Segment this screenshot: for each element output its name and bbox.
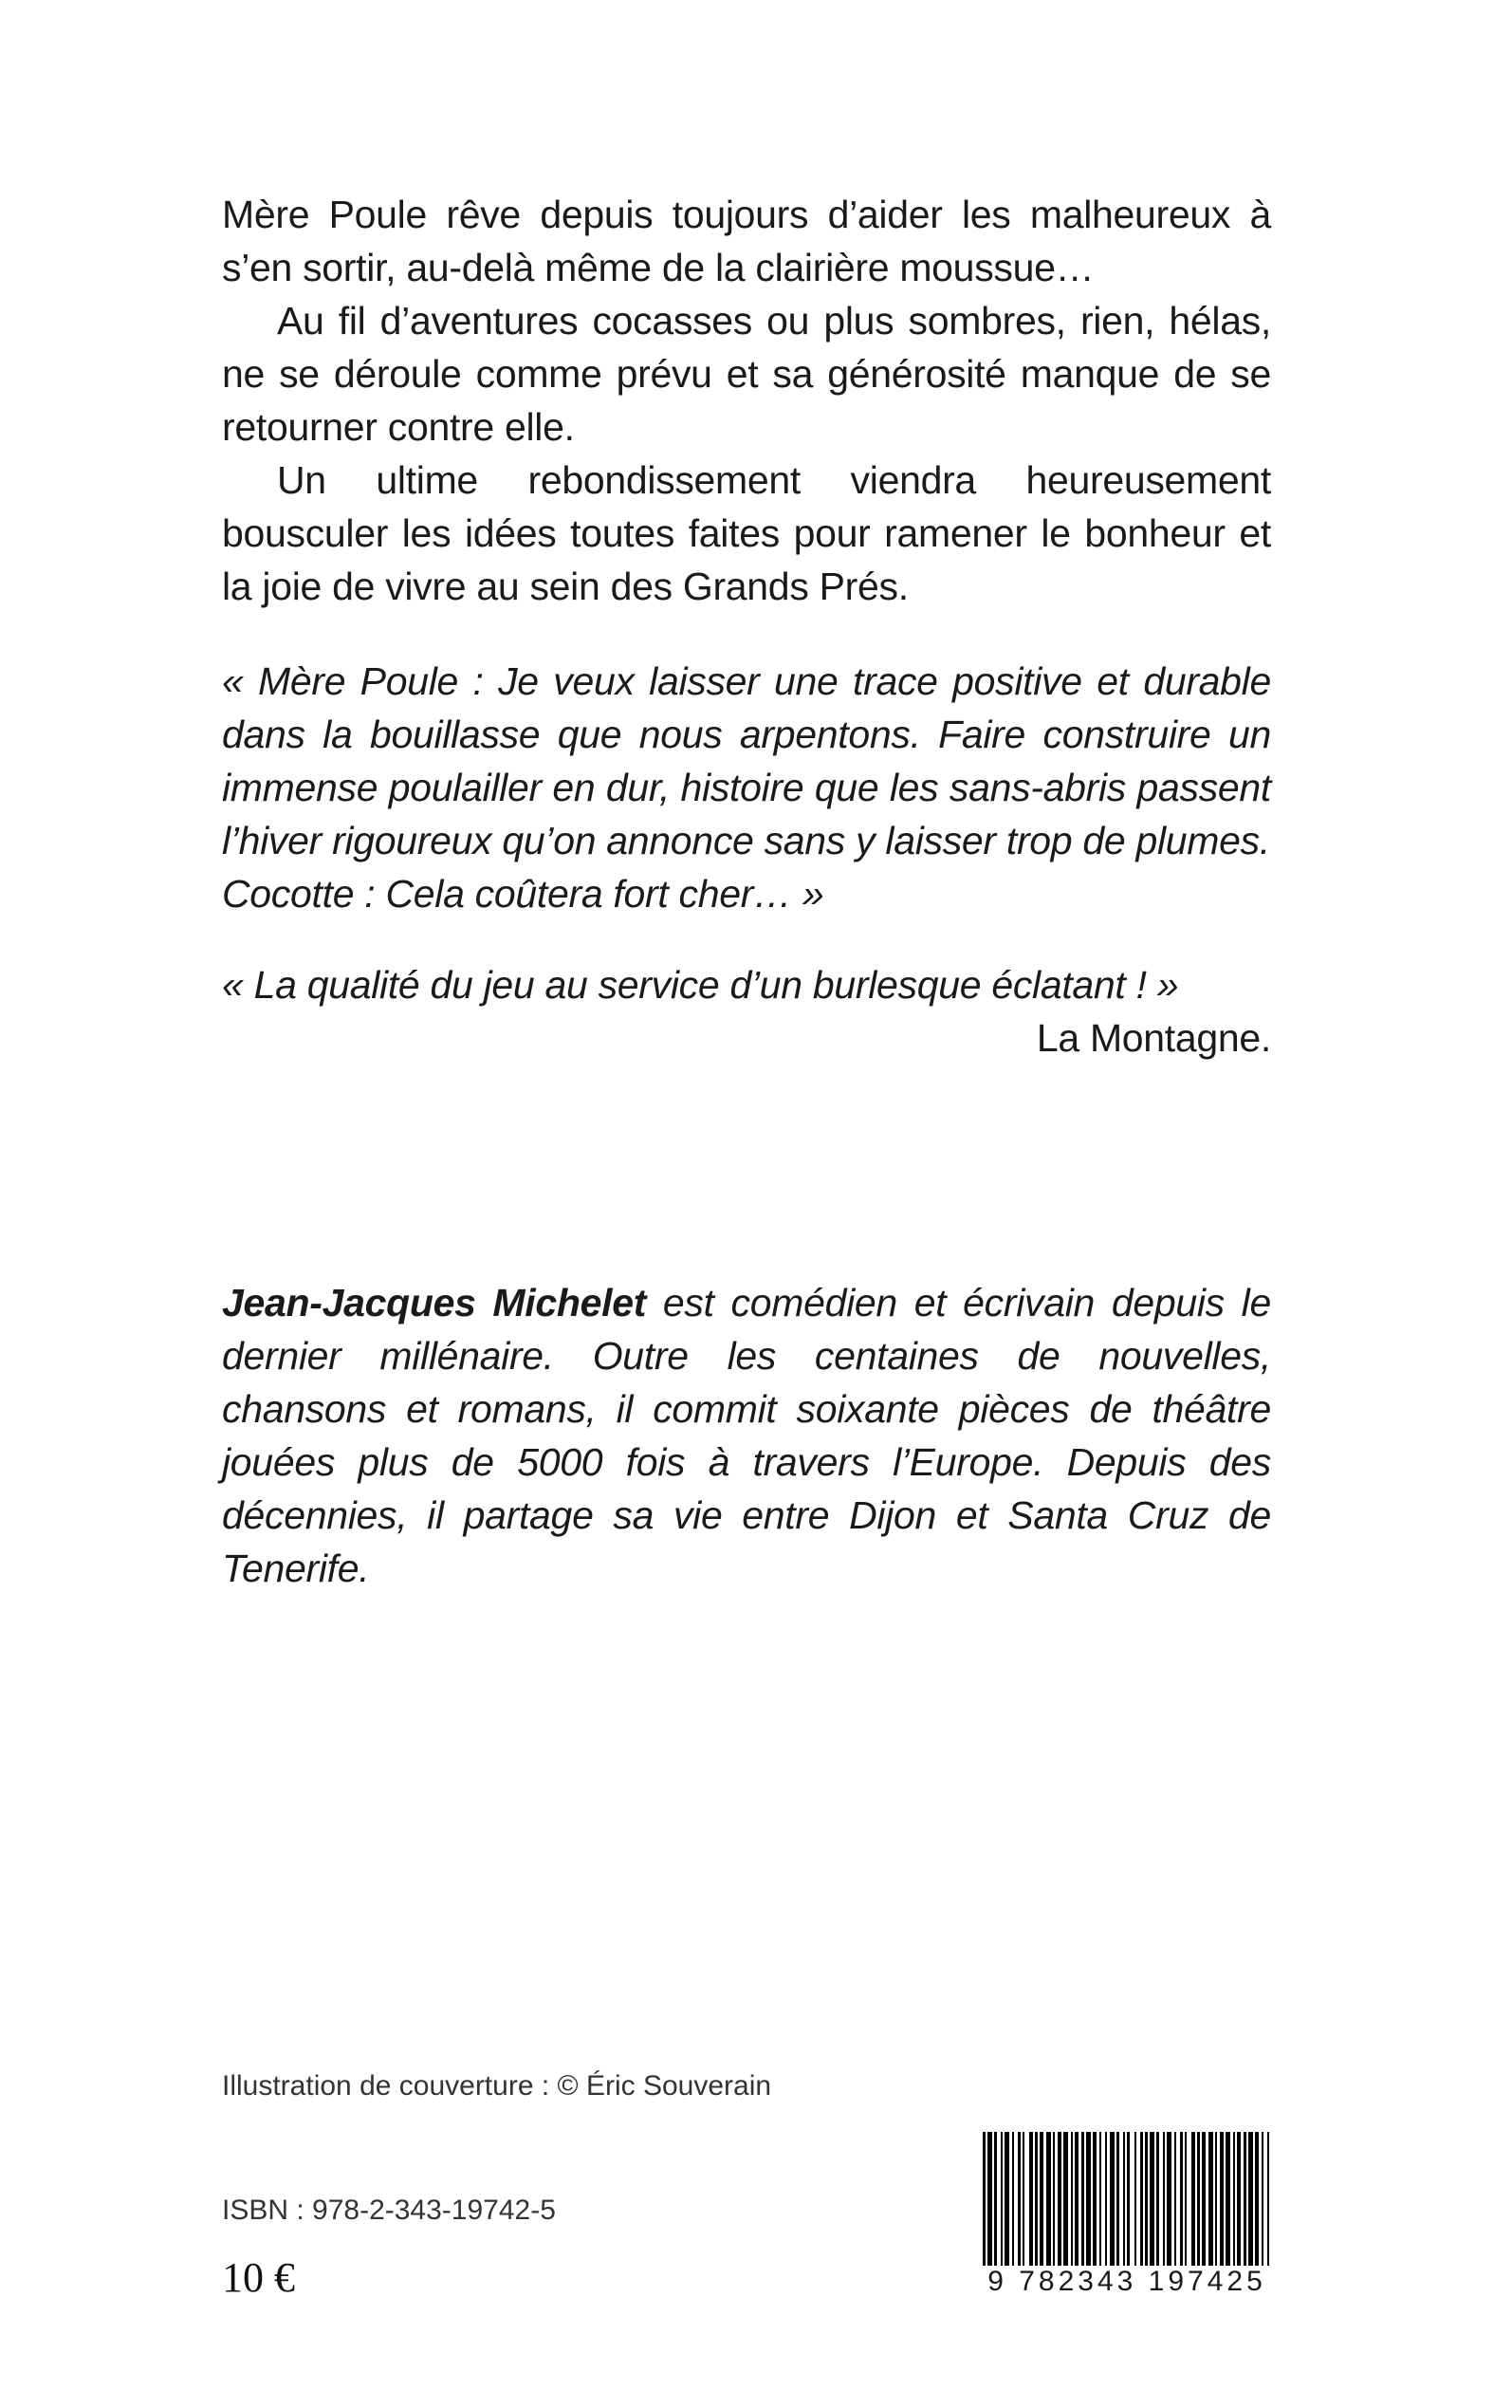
excerpt	[222, 655, 1271, 920]
summary-paragraph-3: Un ultime rebondissement viendra heureusement bousculer les idées toutes faites pour ramener le bonheur et la joie de vivre au sein des Grands Prés.	[222, 458, 1271, 608]
bio-paragraph	[222, 1276, 1271, 1595]
price: 10 €	[222, 2254, 295, 2301]
isbn: ISBN : 978-2-343-19742-5	[222, 2195, 556, 2226]
summary	[222, 188, 1271, 613]
author-name: Jean-Jacques Michelet	[222, 1281, 647, 1324]
summary-paragraph-2: Au fil d’aventures cocasses ou plus sombres, rien, hélas, ne se déroule comme prévu et sa générosité manque de se retourner contre elle.	[222, 299, 1271, 449]
review-quote: « La qualité du jeu au service d’un burlesque éclatant ! »	[222, 963, 1179, 1007]
illustration-credit: Illustration de couverture : © Éric Souverain	[222, 2070, 772, 2102]
review-source: La Montagne.	[1036, 1016, 1271, 1060]
barcode-digits: 9 782343 197425	[979, 2266, 1275, 2298]
summary-paragraph-1: Mère Poule rêve depuis toujours d’aider les malheureux à s’en sortir, au-delà même de la clairière moussue…	[222, 193, 1271, 289]
excerpt-line-2: Cocotte : Cela coûtera fort cher… »	[222, 872, 824, 916]
excerpt-line-1: « Mère Poule : Je veux laisser une trace positive et durable dans la bouillasse que nous arpentons. Faire construire un immense poulailler en dur, histoire que les sans-abris passent l’hiver rigoureux qu’on annonce sans y laisser trop de plumes.	[222, 659, 1271, 862]
author-bio	[222, 1276, 1271, 1595]
bio-text: est comédien et écrivain depuis le dernier millénaire. Outre les centaines de nouvelles, chansons et romans, il commit soixante pièces de théâtre jouées plus de 5000 fois à travers l’Europe. Depuis des décennies, il partage sa vie entre Dijon et Santa Cruz de Tenerife.	[222, 1281, 1271, 1590]
press-review	[222, 958, 1271, 1065]
